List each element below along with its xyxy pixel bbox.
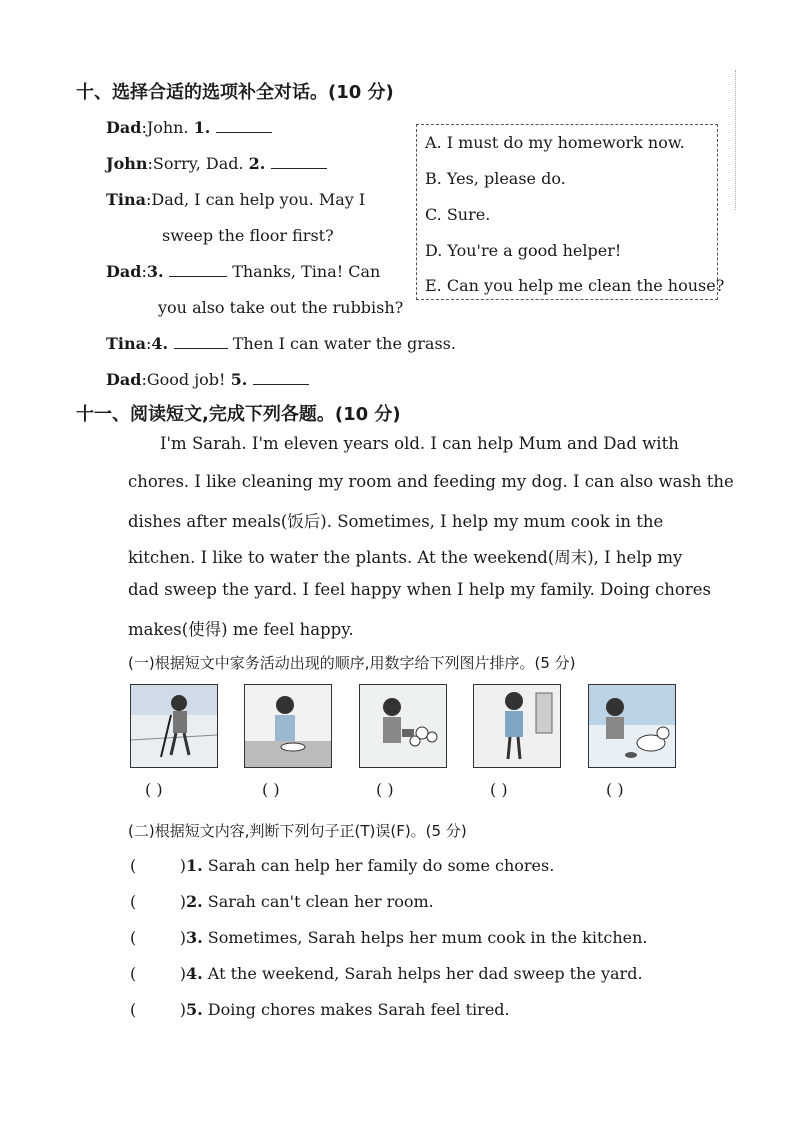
option-c: C. Sure.: [425, 205, 491, 224]
answer-blank[interactable]: [169, 262, 227, 277]
options-box: [416, 124, 725, 300]
paren-open: (: [130, 892, 137, 911]
statement-text: Doing chores makes Sarah feel tired.: [202, 1000, 510, 1019]
answer-blank[interactable]: [216, 118, 272, 133]
passage-line-4: kitchen. I like to water the plants. At the weekend(周末), I help my: [128, 548, 683, 567]
picture-feeding-dog: [588, 684, 676, 768]
tf-answer-blank[interactable]: [130, 1000, 186, 1019]
dialogue-line: [106, 190, 365, 209]
statement-text: At the weekend, Sarah helps her dad sweep the yard.: [202, 964, 643, 983]
option-d: D. You're a good helper!: [425, 241, 622, 260]
picture-watering-plants: [359, 684, 447, 768]
tf-answer-blank[interactable]: [130, 928, 186, 947]
order-blank-3[interactable]: ( ): [376, 780, 394, 799]
blank-number: 2.: [248, 154, 271, 173]
statement-number: 4.: [186, 964, 203, 983]
speaker-separator: :: [141, 262, 147, 281]
statement-number: 5.: [186, 1000, 203, 1019]
paren-open: (: [130, 928, 137, 947]
dialogue-text: Dad, I can help you. May I: [151, 190, 366, 209]
statement-row: [130, 856, 554, 875]
paren-open: (: [130, 856, 137, 875]
dialogue-text: John.: [146, 118, 194, 137]
part1-heading: (一)根据短文中家务活动出现的顺序,用数字给下列图片排序。(5 分): [128, 654, 576, 672]
answer-blank[interactable]: [174, 334, 228, 349]
dialogue-text: Thanks, Tina! Can: [227, 262, 381, 281]
order-blank-5[interactable]: ( ): [606, 780, 624, 799]
section10-heading: 十、选择合适的选项补全对话。(10 分): [76, 82, 394, 103]
dialogue-text: sweep the floor first?: [162, 226, 334, 245]
speaker-separator: :: [145, 190, 152, 209]
passage-line-6: makes(使得) me feel happy.: [128, 620, 354, 639]
dialogue-text: Sorry, Dad.: [152, 154, 249, 173]
blank-number: 3.: [146, 262, 170, 281]
passage-line-2: chores. I like cleaning my room and feeding my dog. I can also wash the: [128, 472, 734, 491]
speaker-name: Tina: [106, 190, 146, 209]
paren-open: (: [130, 964, 137, 983]
statement-text: Sometimes, Sarah helps her mum cook in the kitchen.: [202, 928, 648, 947]
speaker-name: Tina: [106, 334, 146, 353]
tf-answer-blank[interactable]: [130, 856, 186, 875]
tf-answer-blank[interactable]: [130, 964, 186, 983]
option-a: A. I must do my homework now.: [425, 133, 685, 152]
picture-washing-dishes: [244, 684, 332, 768]
paren-close: ): [179, 928, 186, 947]
passage-line-1: I'm Sarah. I'm eleven years old. I can help Mum and Dad with: [160, 434, 679, 453]
statement-row: [130, 928, 648, 947]
statement-number: 3.: [186, 928, 203, 947]
tf-answer-blank[interactable]: [130, 892, 186, 911]
paren-close: ): [179, 856, 186, 875]
statement-number: 2.: [186, 892, 203, 911]
picture-sweeping-yard: [130, 684, 218, 768]
speaker-name: Dad: [106, 118, 142, 137]
statement-text: Sarah can help her family do some chores.: [202, 856, 555, 875]
statement-text: Sarah can't clean her room.: [202, 892, 434, 911]
statement-number: 1.: [186, 856, 203, 875]
dialogue-line: [158, 298, 403, 317]
blank-number: 4.: [151, 334, 174, 353]
dialogue-text: you also take out the rubbish?: [158, 298, 404, 317]
paren-close: ): [179, 964, 186, 983]
statement-row: [130, 1000, 510, 1019]
passage-line-5: dad sweep the yard. I feel happy when I help my family. Doing chores: [128, 580, 711, 599]
passage-line-3: dishes after meals(饭后). Sometimes, I help my mum cook in the: [128, 512, 664, 531]
dialogue-text: Good job!: [146, 370, 231, 389]
speaker-separator: :: [147, 154, 153, 173]
order-blank-2[interactable]: ( ): [262, 780, 280, 799]
statement-row: [130, 964, 643, 983]
margin-dotted-line: [735, 70, 738, 210]
dialogue-line: [106, 370, 309, 389]
dialogue-line: [106, 154, 327, 173]
speaker-separator: :: [141, 370, 147, 389]
dialogue-text: Then I can water the grass.: [227, 334, 456, 353]
speaker-name: Dad: [106, 370, 142, 389]
option-b: B. Yes, please do.: [425, 169, 566, 188]
section11-heading: 十一、阅读短文,完成下列各题。(10 分): [76, 404, 401, 425]
speaker-separator: :: [141, 118, 147, 137]
paren-close: ): [179, 1000, 186, 1019]
picture-cleaning-room: [473, 684, 561, 768]
speaker-name: John: [106, 154, 148, 173]
order-blank-1[interactable]: ( ): [145, 780, 163, 799]
part2-heading: (二)根据短文内容,判断下列句子正(T)误(F)。(5 分): [128, 822, 467, 840]
option-e: E. Can you help me clean the house?: [425, 276, 725, 295]
answer-blank[interactable]: [253, 370, 309, 385]
statement-row: [130, 892, 434, 911]
paren-close: ): [179, 892, 186, 911]
paren-open: (: [130, 1000, 137, 1019]
dialogue-line: [106, 262, 380, 281]
dialogue-line: [106, 118, 272, 137]
answer-blank[interactable]: [271, 154, 327, 169]
dialogue-line: [162, 226, 334, 245]
speaker-separator: :: [145, 334, 152, 353]
order-blank-4[interactable]: ( ): [490, 780, 508, 799]
dialogue-line: [106, 334, 456, 353]
speaker-name: Dad: [106, 262, 142, 281]
blank-number: 5.: [230, 370, 253, 389]
blank-number: 1.: [193, 118, 216, 137]
